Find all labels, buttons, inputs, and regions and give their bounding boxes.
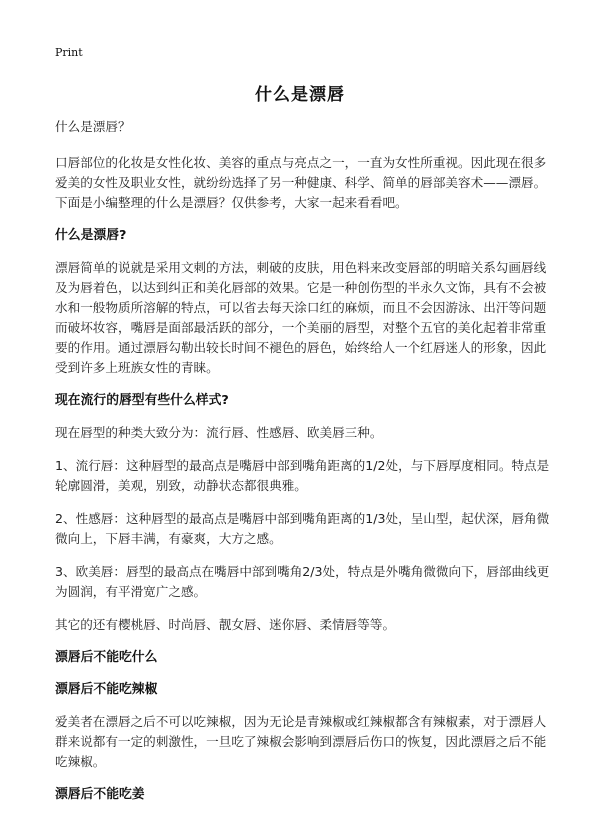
section-heading-lip-styles: 现在流行的唇型有些什么样式? xyxy=(55,393,229,408)
lip-style-item-popular: 1、流行唇：这种唇型的最高点是嘴唇中部到嘴角距离的1/2处，与下唇厚度相同。特点是轮廓圆滑，美观，别致，动静状态都很典雅。 xyxy=(55,458,550,493)
lip-style-others: 其它的还有樱桃唇、时尚唇、靓女唇、迷你唇、柔情唇等等。 xyxy=(55,617,396,632)
lip-styles-intro: 现在唇型的种类大致分为：流行唇、性感唇、欧美唇三种。 xyxy=(55,425,383,440)
what-is-paragraph: 漂唇简单的说就是采用文刺的方法，刺破的皮肤，用色料来改变唇部的明暗关系勾画唇线及为唇着色，以达到纠正和美化唇部的效果。它是一种创伤型的半永久文饰，具有不会被水和一般物质所溶解的特点，可以省去每天涂口红的麻烦，而且不会因游泳、出汗等问题而破坏妆容，嘴唇是面部最活跃的部分，一个美丽的唇型，对整个五官的美化起着非常重要的作用。通过漂唇勾勒出较长时间不褪色的唇色，始终给人一个红唇迷人的形象，因此受到许多上班族女性的青睐。 xyxy=(55,260,547,375)
no-chili-paragraph: 爱美者在漂唇之后不可以吃辣椒，因为无论是青辣椒或红辣椒都含有辣椒素，对于漂唇人群来说都有一定的刺激性，一旦吃了辣椒会影响到漂唇后伤口的恢复，因此漂唇之后不能吃辣椒。 xyxy=(55,714,547,769)
page-title: 什么是漂唇 xyxy=(255,85,345,105)
lead-question: 什么是漂唇？ xyxy=(55,119,131,134)
section-heading-diet: 漂唇后不能吃什么 xyxy=(55,650,158,665)
subheading-no-chili: 漂唇后不能吃辣椒 xyxy=(55,682,158,697)
article-body xyxy=(55,117,552,817)
subheading-no-ginger: 漂唇后不能吃姜 xyxy=(55,787,145,802)
lip-style-item-sexy: 2、性感唇：这种唇型的最高点是嘴唇中部到嘴角距离的1/3处，呈山型，起伏深，唇角微微向上，下唇丰满，有豪爽，大方之感。 xyxy=(55,511,550,546)
print-link[interactable]: Print xyxy=(55,46,83,59)
section-heading-what-is: 什么是漂唇? xyxy=(55,228,127,243)
intro-paragraph: 口唇部位的化妆是女性化妆、美容的重点与亮点之一，一直为女性所重视。因此现在很多爱美的女性及职业女性，就纷纷选择了另一种健康、科学、简单的唇部美容术——漂唇。下面是小编整理的什么是漂唇？仅供参考，大家一起来看看吧。 xyxy=(55,155,547,210)
lip-style-item-western: 3、欧美唇：唇型的最高点在嘴唇中部到嘴角2/3处，特点是外嘴角微微向下，唇部曲线更为圆润，有平滑宽广之感。 xyxy=(55,564,550,599)
